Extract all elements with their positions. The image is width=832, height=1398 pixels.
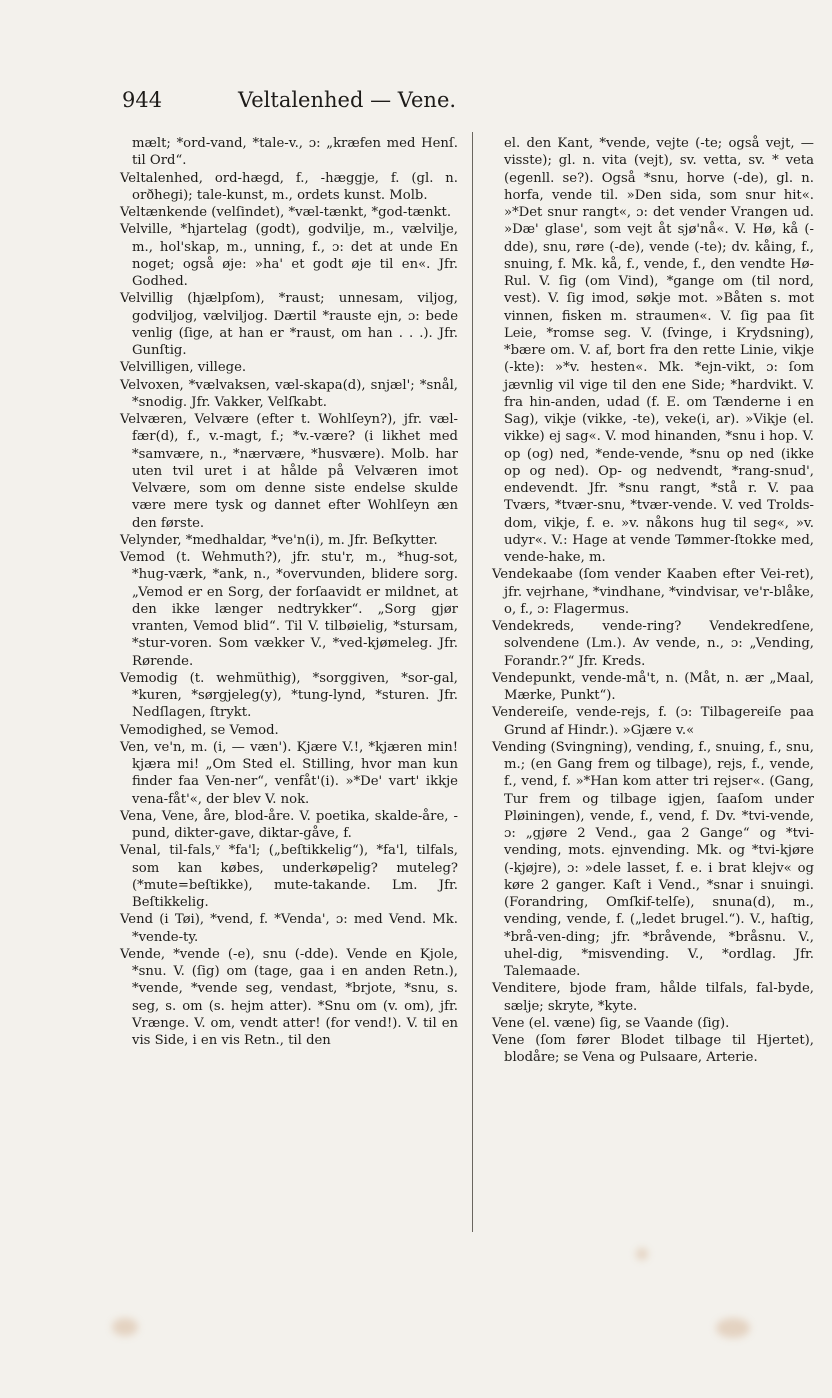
dictionary-entry: Vendepunkt, vende-må't, n. (Måt, n. ær „Maal, Mærke, Punkt“).: [492, 670, 814, 703]
dictionary-entry: Vemodig (t. wehmüthig), *sorggiven, *sor-gal, *kuren, *sørgjeleg(y), *tung-lynd, *sturen. Jfr. Nedſlagen, ſtrykt.: [120, 670, 458, 721]
page-number: 944: [122, 88, 163, 112]
paper-stain: [112, 1318, 138, 1336]
dictionary-entry: Vende, *vende (-e), snu (-dde). Vende en Kjole, *snu. V. (ſig) om (tage, gaa i en anden Retn.), *vende, *vende seg, vendast, *brjote, *snu, s. seg, s. om (s. hejm atter). *Snu om (v. om), jfr. Vrænge. V. om, vendt atter! (for vend!). V. til en vis Side, i en vis Retn., til den: [120, 946, 458, 1048]
left-column: [120, 135, 458, 1049]
page-header: [122, 88, 582, 118]
dictionary-entry: Velvoxen, *vælvaksen, væl-skapa(d), snjæl'; *snål, *snodig. Jfr. Vakker, Velſkabt.: [120, 377, 458, 410]
dictionary-entry: Vend (i Tøi), *vend, f. *Venda', ɔ: med Vend. Mk. *vende-ty.: [120, 912, 458, 945]
dictionary-entry: Velville, *hjartelag (godt), godvilje, m., vælvilje, m., hol'skap, m., unning, f., ɔ: det at unde En noget; også øje: »ha' et godt øje til en«. Jfr. Godhed.: [120, 222, 458, 289]
right-column: [492, 135, 814, 1067]
dictionary-entry: Venal, til-fals,ᵛ *fa'l; („beſtikkelig“), *fa'l, tilfals, som kan købes, underkøpelig? muteleg? (*mute=beſtikke), mute-takande. Lm. Jfr. Beſtikkelig.: [120, 843, 458, 910]
dictionary-entry: Venditere, bjode fram, hålde tilfals, fal-byde, sælje; skryte, *kyte.: [492, 981, 814, 1014]
running-title: Veltalenhed — Vene.: [238, 88, 457, 112]
dictionary-entry: Velvilligen, villege.: [120, 360, 247, 376]
dictionary-entry: Vendekreds, vende-ring? Vendekredſene, solvendene (Lm.). Av vende, n., ɔ: „Vending, Forandr.?“ Jfr. Kreds.: [492, 619, 814, 669]
dictionary-entry: Vending (Svingning), vending, f., snuing, f., snu, m.; (en Gang frem og tilbage), rejs, f., vende, f., vend, f. »*Han kom atter tri rejser«. (Gang, Tur frem og tilbage igjen, ſaaſom under Pløiningen), vende, f., vend, f. Dv. *tvi-vende, ɔ: „gjøre 2 Vend., gaa 2 Gange“ og *tvi-vending, mots. ejnvending. Mk. og *tvi-kjøre (-kjøjre), ɔ: »dele lasset, f. e. i brat klejv« og køre 2 ganger. Kaſt i Vend., *snar i snuingi. (Forandring, Omſkif-telſe), snuna(d), m., vending, vende, f. („ledet brugel.“). V., haſtig, *brå-ven-ding; jfr. *bråvende, *bråsnu. V., uhel-dig, *misvending. V., *ordlag. Jfr. Talemaade.: [492, 739, 814, 979]
dictionary-entry: Velvillig (hjælpſom), *raust; unnesam, viljog, godviljog, vælviljog. Dærtil *rauste ejn, ɔ: bede venlig (ſige, at han er *raust, om han . . .). Jfr. Gunſtig.: [120, 291, 458, 358]
dictionary-entry: Velværen, Velvære (efter t. Wohlſeyn?), jfr. væl-fær(d), f., v.-magt, f.; *v.-være? (i likhet med *samvære, n., *nærvære, *husvære). Molb. har uten tvil uret i at hålde på Velværen imot Velvære, som om denne siste endelse skulde være mere tysk og dannet efter Wohlſeyn æn den første.: [120, 412, 458, 531]
dictionary-entry: Vemod (t. Wehmuth?), jfr. stu'r, m., *hug-sot, *hug-værk, *ank, n., *overvunden, blidere sorg. „Vemod er en Sorg, der forſaavidt er mildnet, at den ikke længer nedtrykker“. „Sorg gjør vranten, Vemod blid“. Til V. tilbøielig, *stursam, *stur-voren. Som vækker V., *ved-kjømeleg. Jfr. Rørende.: [120, 550, 458, 669]
dictionary-entry: Ven, ve'n, m. (i, — væn'). Kjære V.!, *kjæren min! kjæra mi! „Om Sted el. Stilling, hvor man kun finder faa Ven-ner“, venfåt'(i). »*De' vart' ikkje vena-fåt'«, der blev V. nok.: [120, 739, 458, 807]
paper-stain: [636, 1248, 648, 1260]
dictionary-entry: Veltænkende (velſindet), *væl-tænkt, *god-tænkt.: [120, 205, 452, 220]
dictionary-entry: el. den Kant, *vende, vejte (-te; også vejt, — visste); gl. n. vita (vejt), sv. vetta, sv. * veta (egenll. se?). Også *snu, horve (-de), gl. n. horfa, vende til. »Den sida, som snur hit«. »*Det snur rangt«, ɔ: det vender Vrangen ud. »Dæ' glase', som vejt åt sjø'nå«. V. Hø, kå (-dde), snu, røre (-de), vende (-te); dv. kåing, f., snuing, f. Mk. kå, f., vende, f., den vendte Hø-Rul. V. ſig (om Vind), *gange om (til nord, vest). V. ſig imod, søkje mot. »Båten s. mot vinnen, fisken m. straumen«. V. ſig paa ſit Leie, *romse seg. V. (ſvinge, i Krydsning), *bære om. V. af, bort fra den rette Linie, vikje (-kte): »*v. hesten«. Mk. *ejn-vikt, ɔ: ſom jævnlig vil vige til den ene Side; *hardvikt. V. fra hin-anden, udad (f. E. om Tænderne i en Sag), vikje (vikke, -te), veke(i, ar). »Vikje (el. vikke) ej sag«. V. mod hinanden, *snu i hop. V. op (og) ned, *ende-vende, *snu op ned (ikke op og ned). Op- og nedvendt, *rang-snud', endevendt. Jfr. *snu rangt, *stå r. V. paa Tværs, *tvær-snu, *tvær-vende. V. ved Trolds-dom, vikje, f. e. »v. nåkons hug til seg«, »v. udyr«. V.: Hage at vende Tømmer-ſtokke med, vende-hake, m.: [504, 136, 814, 565]
dictionary-entry: Veltalenhed, ord-hægd, f., -hæggje, f. (gl. n. orðhegi); tale-kunst, m., ordets kunst. Molb.: [120, 170, 458, 203]
paper-stain: [716, 1318, 750, 1338]
dictionary-entry: Vena, Vene, åre, blod-åre. V. poetika, skalde-åre, -pund, dikter-gave, diktar-gåve, f.: [120, 808, 458, 841]
dictionary-entry: Vendereiſe, vende-rejs, f. (ɔ: Tilbagereiſe paa Grund af Hindr.). »Gjære v.«: [492, 705, 814, 738]
dictionary-entry: Vemodighed, se Vemod.: [120, 722, 279, 738]
dictionary-entry: mælt; *ord-vand, *tale-v., ɔ: „kræfen med Henſ. til Ord“.: [132, 136, 458, 169]
column-divider: [472, 132, 473, 1232]
dictionary-entry: Vene (ſom fører Blodet tilbage til Hjertet), blodåre; se Vena og Pulsaare, Arterie.: [492, 1033, 814, 1066]
dictionary-entry: Vene (el. væne) ſig, se Vaande (ſig).: [492, 1015, 730, 1031]
dictionary-entry: Vendekaabe (ſom vender Kaaben efter Vei-ret), jfr. vejrhane, *vindhane, *vindvisar, ve'r-blåke, o, f., ɔ: Flagermus.: [492, 567, 815, 617]
dictionary-entry: Velynder, *medhaldar, *ve'n(i), m. Jfr. Beſkytter.: [120, 532, 438, 548]
